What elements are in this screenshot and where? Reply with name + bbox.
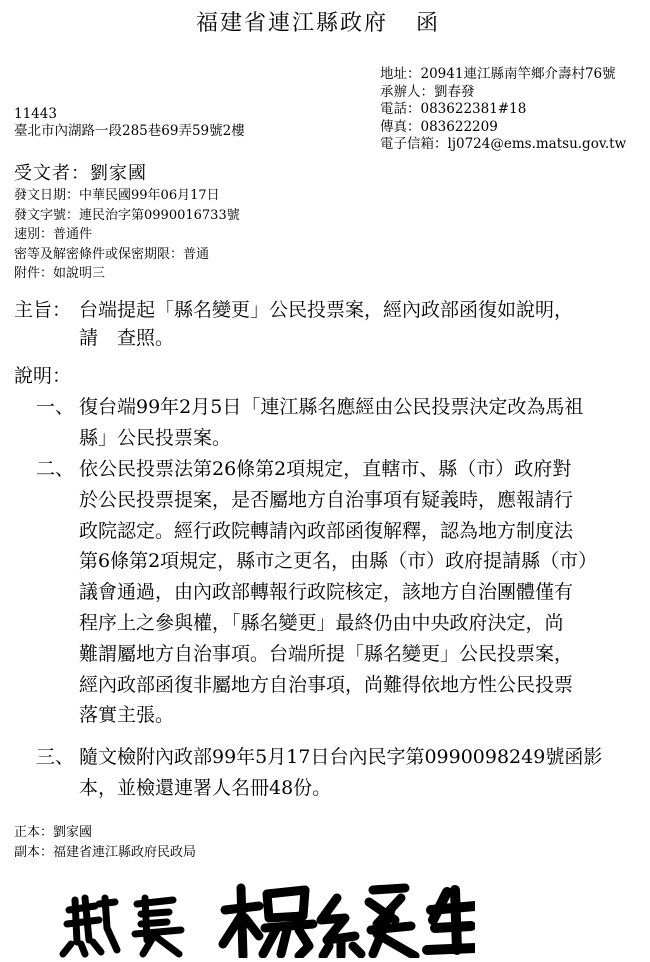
item-line: 難謂屬地方自治事項。台端所提「縣名變更」公民投票案，	[79, 642, 574, 665]
item-line: 於公民投票提案，是否屬地方自治事項有疑義時，應報請行	[79, 488, 574, 511]
item-line: 議會通過，由內政部轉報行政院核定，該地方自治團體僅有	[79, 581, 574, 604]
item-line: 經內政部函復非屬地方自治事項，尚難得依地方性公民投票	[79, 673, 574, 696]
email-address: 電子信箱：lj0724@ems.matsu.gov.tw	[380, 136, 627, 152]
subject-line-1: 台端提起「縣名變更」公民投票案，經內政部函復如說明，	[79, 299, 574, 321]
item-number: 三、	[36, 746, 75, 768]
contact-person: 承辦人：劉春發	[380, 83, 475, 100]
issue-date: 發文日期：中華民國99年06月17日	[14, 188, 220, 203]
item-line: 程序上之參與權，「縣名變更」最終仍由中央政府決定，尚	[79, 611, 564, 634]
item-line: 本，並檢還連署人名冊48份。	[79, 776, 332, 799]
item-line: 隨文檢附內政部99年5月17日台內民字第0990098249號函影	[79, 746, 603, 768]
postal-code: 11443	[14, 106, 57, 122]
item-line: 依公民投票法第26條第2項規定，直轄市、縣（市）政府對	[79, 458, 572, 480]
recipient-address-block	[14, 106, 245, 140]
sender-contact-block	[380, 66, 626, 154]
signature	[55, 880, 475, 958]
classification: 密等及解密條件或保密期限：普通	[14, 246, 210, 262]
urgency: 速別：普通件	[14, 227, 93, 242]
item-line: 落實主張。	[79, 704, 175, 727]
recipient-line: 受文者：劉家國	[14, 163, 147, 184]
document-type: 函	[416, 11, 441, 36]
original-recipient: 正本：劉家國	[14, 825, 93, 840]
item-number: 一、	[36, 396, 75, 418]
phone-number: 電話：083622381#18	[380, 101, 527, 117]
item-line: 復台端99年2月5日「連江縣名應經由公民投票決定改為馬祖	[79, 396, 584, 418]
item-line: 縣」公民投票案。	[79, 426, 232, 449]
distribution-block	[14, 823, 196, 863]
sender-address: 地址：20941連江縣南竿鄉介壽村76號	[380, 66, 616, 82]
document-title	[196, 6, 440, 37]
copy-recipient: 副本：福建省連江縣政府民政局	[14, 845, 197, 860]
subject-label: 主旨：	[14, 299, 72, 321]
fax-number: 傳真：083622209	[380, 118, 498, 135]
document-meta	[14, 186, 240, 284]
issuing-agency: 福建省連江縣政府	[196, 11, 389, 36]
item-line: 第6條第2項規定，縣市之更名，由縣（市）政府提請縣（市）	[79, 550, 598, 573]
signature-brush-strokes	[55, 880, 475, 958]
explanation-label: 說明：	[14, 365, 72, 387]
item-number: 二、	[36, 458, 75, 480]
item-line: 政院認定。經行政院轉請內政部函復解釋，認為地方制度法	[79, 519, 574, 542]
document-number: 發文字號：連民治字第0990016733號	[14, 207, 240, 223]
subject-line-2: 請 查照。	[79, 327, 175, 349]
attachment-note: 附件：如說明三	[14, 266, 106, 281]
recipient-street: 臺北市內湖路一段285巷69弄59號2樓	[14, 123, 245, 139]
